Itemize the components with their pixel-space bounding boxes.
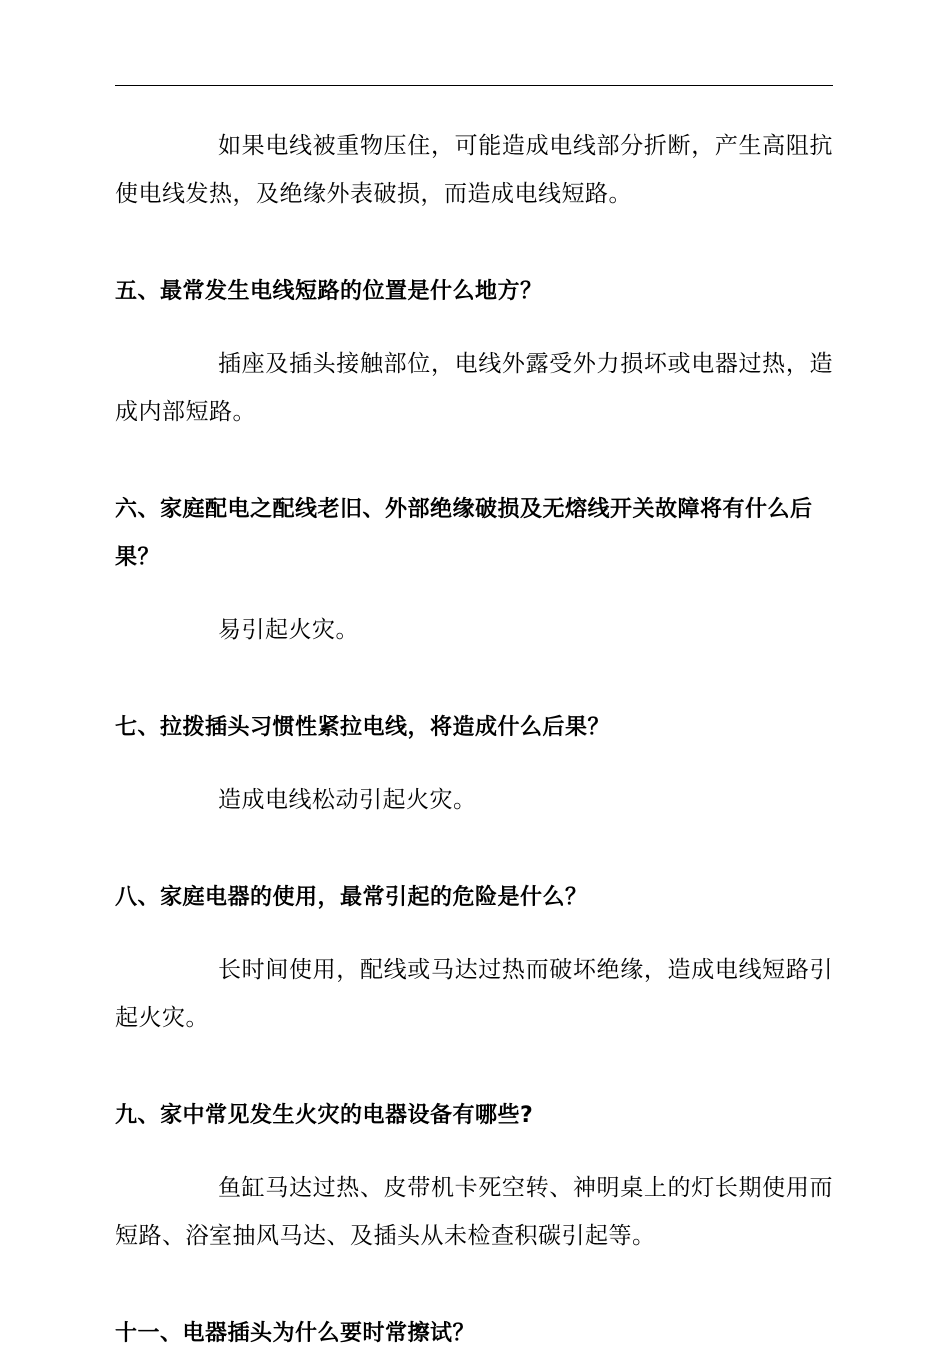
- answer-6: 易引起火灾。: [218, 617, 359, 643]
- question-9: 九、家中常见发生火灾的电器设备有哪些?: [115, 1103, 534, 1128]
- document-body: [115, 122, 833, 1358]
- question-5: 五、最常发生电线短路的位置是什么地方？: [115, 279, 543, 304]
- answer-5: 插座及插头接触部位，电线外露受外力损坏或电器过热，造成内部短路。: [115, 351, 833, 425]
- header-rule: [115, 85, 833, 86]
- question-11: 十一、电器插头为什么要时常擦试？: [115, 1321, 476, 1346]
- answer-9: 鱼缸马达过热、皮带机卡死空转、神明桌上的灯长期使用而短路、浴室抽风马达、及插头从未检查积碳引起等。: [115, 1175, 833, 1249]
- question-7: 七、拉拨插头习惯性紧拉电线，将造成什么后果？: [115, 715, 611, 740]
- question-8: 八、家庭电器的使用，最常引起的危险是什么？: [115, 885, 588, 910]
- question-6: 六、家庭配电之配线老旧、外部绝缘破损及无熔线开关故障将有什么后果？: [115, 497, 813, 570]
- answer-8: 长时间使用，配线或马达过热而破坏绝缘，造成电线短路引起火灾。: [115, 957, 833, 1031]
- answer-7: 造成电线松动引起火灾。: [218, 787, 477, 813]
- paragraph-wire-compression: 如果电线被重物压住，可能造成电线部分折断，产生高阻抗使电线发热，及绝缘外表破损，而造成电线短路。: [115, 133, 833, 207]
